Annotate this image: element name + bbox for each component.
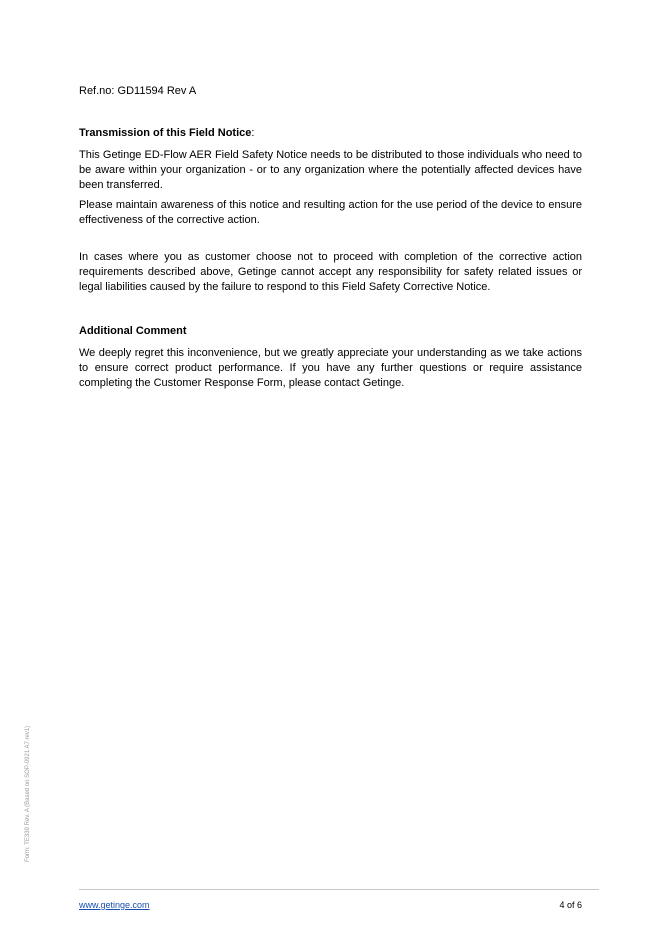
transmission-paragraph-1: This Getinge ED-Flow AER Field Safety Notice needs to be distributed to those individuals who need to be aware within your organization - or to any organization where the potentially affected devices have been transferred. xyxy=(79,149,582,191)
footer-divider xyxy=(79,889,599,890)
transmission-section xyxy=(79,148,582,233)
transmission-heading: Transmission of this Field Notice xyxy=(79,127,252,139)
getinge-website-link[interactable]: www.getinge.com xyxy=(79,900,150,910)
transmission-heading-line xyxy=(79,127,254,139)
additional-comment-section xyxy=(79,346,582,396)
cases-section xyxy=(79,250,582,300)
transmission-paragraph-2: Please maintain awareness of this notice and resulting action for the use period of the device to ensure effectiveness of the corrective action. xyxy=(79,199,582,226)
reference-number: Ref.no: GD11594 Rev A xyxy=(79,85,197,97)
form-reference-note: Form: TE339 Rev. A (Based on SOP-0921 A7 rev1) xyxy=(25,725,31,862)
additional-comment-heading: Additional Comment xyxy=(79,325,187,337)
page-number: 4 of 6 xyxy=(559,900,582,910)
additional-comment-paragraph: We deeply regret this inconvenience, but we greatly appreciate your understanding as we take actions to ensure correct product performance. If you have any further questions or require assistance completing the Customer Response Form, please contact Getinge. xyxy=(79,347,582,389)
cases-paragraph: In cases where you as customer choose not to proceed with completion of the corrective action requirements described above, Getinge cannot accept any responsibility for safety related issues or legal liabilities caused by the failure to respond to this Field Safety Corrective Notice. xyxy=(79,251,582,293)
heading-colon: : xyxy=(251,127,255,139)
